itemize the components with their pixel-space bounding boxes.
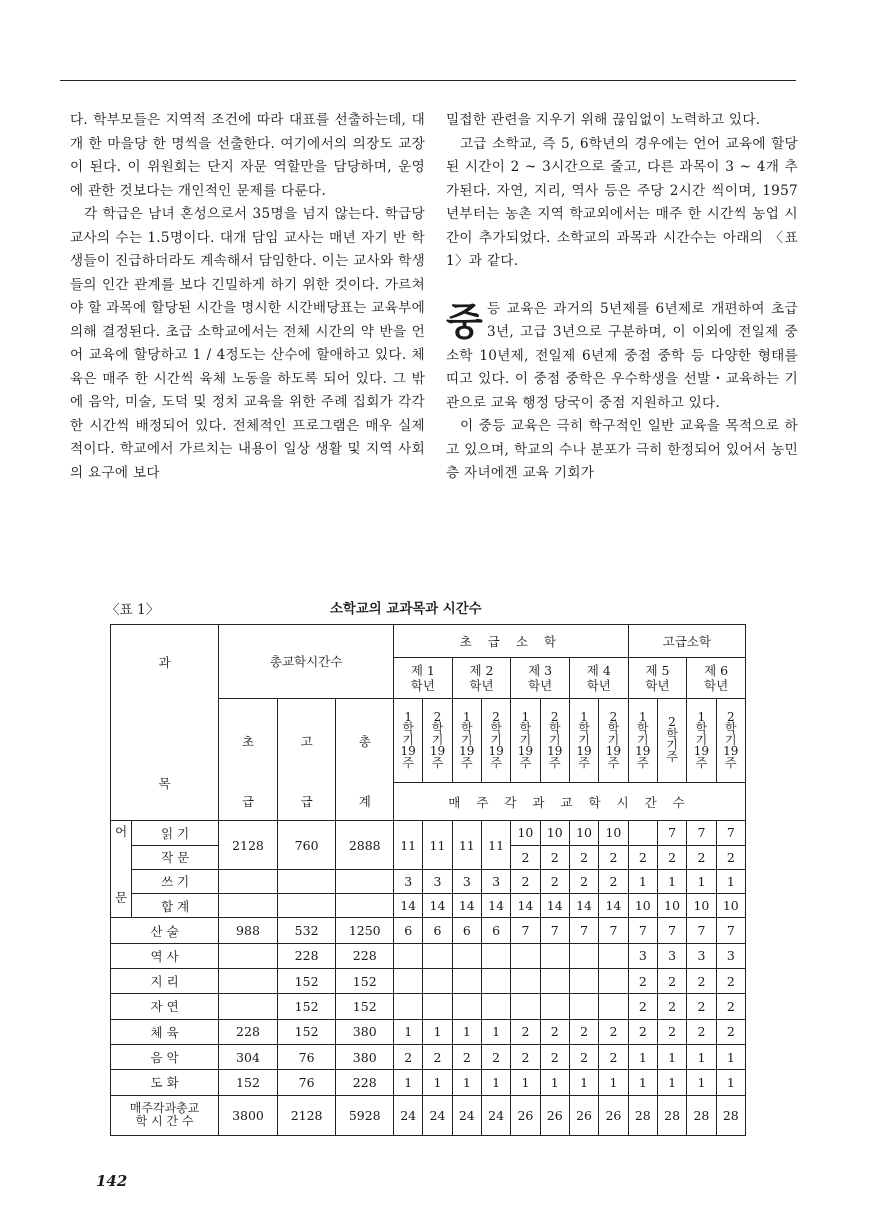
semester-header: 1 학 기 19 주 <box>569 698 598 782</box>
hour-cell: 24 <box>394 1095 423 1135</box>
subject-name: 역 사 <box>111 943 219 968</box>
total-cell: 532 <box>277 918 336 943</box>
total-cell: 228 <box>336 1070 394 1095</box>
hour-cell: 7 <box>716 821 745 845</box>
table-row <box>111 1070 746 1095</box>
hour-cell: 26 <box>569 1095 598 1135</box>
merged-cell: 11 <box>394 821 423 870</box>
hour-cell: 2 <box>657 969 686 994</box>
hour-cell: 1 <box>452 1019 481 1044</box>
total-cell: 1250 <box>336 918 394 943</box>
hour-cell <box>569 943 598 968</box>
hour-cell: 2 <box>716 994 745 1019</box>
hour-cell <box>423 969 452 994</box>
total-cell: 152 <box>336 969 394 994</box>
subject-name: 지 리 <box>111 969 219 994</box>
hour-cell: 7 <box>599 918 628 943</box>
hour-cell: 2 <box>540 1019 569 1044</box>
total-cell: 988 <box>219 918 278 943</box>
subject-name: 산 술 <box>111 918 219 943</box>
hour-cell <box>511 943 540 968</box>
hour-cell: 6 <box>394 918 423 943</box>
hour-cell: 2 <box>481 1044 510 1069</box>
hour-cell: 1 <box>687 1044 716 1069</box>
semester-header: 1 학 기 19 주 <box>452 698 481 782</box>
semester-header: 1 학 기 19 주 <box>628 698 657 782</box>
header-elem-low: 초 급 소 학 <box>394 625 629 658</box>
hour-cell: 2 <box>599 845 628 869</box>
lang-total-cho: 2128 <box>219 821 278 870</box>
table-body-rows <box>111 918 746 1136</box>
hour-cell: 14 <box>423 894 452 918</box>
hour-cell: 24 <box>423 1095 452 1135</box>
table-row <box>111 1044 746 1069</box>
semester-header: 2 학 기 19 주 <box>423 698 452 782</box>
hour-cell: 1 <box>481 1070 510 1095</box>
subject-name: 음 악 <box>111 1044 219 1069</box>
hour-cell <box>599 969 628 994</box>
hour-cell: 10 <box>687 894 716 918</box>
semester-header: 2 학 기 주 <box>657 698 686 782</box>
semester-header: 2 학 기 19 주 <box>481 698 510 782</box>
hour-cell: 1 <box>657 1070 686 1095</box>
hour-cell: 1 <box>628 1044 657 1069</box>
hour-cell: 3 <box>716 943 745 968</box>
hour-cell: 2 <box>628 1019 657 1044</box>
semester-row <box>111 698 746 782</box>
row-lang-sum <box>111 894 746 918</box>
total-cell <box>277 869 336 893</box>
row-read <box>111 821 746 845</box>
total-cell <box>219 943 278 968</box>
total-cell <box>277 894 336 918</box>
lang-total-go: 760 <box>277 821 336 870</box>
grade-header: 제 4 학년 <box>569 658 628 698</box>
total-cell: 76 <box>277 1044 336 1069</box>
header-subject-top: 과 <box>111 625 219 699</box>
total-cell <box>219 969 278 994</box>
hour-cell: 3 <box>657 943 686 968</box>
left-column <box>70 109 425 485</box>
grade-header: 제 5 학년 <box>628 658 687 698</box>
total-cell: 380 <box>336 1019 394 1044</box>
header-gogeup: 고 <box>277 698 336 782</box>
page-number: 142 <box>96 1172 128 1190</box>
hour-cell: 14 <box>452 894 481 918</box>
hour-cell: 6 <box>423 918 452 943</box>
header-chong-b: 계 <box>336 782 394 820</box>
hour-cell: 1 <box>540 1070 569 1095</box>
total-cell: 228 <box>219 1019 278 1044</box>
subject-name: 도 화 <box>111 1070 219 1095</box>
hour-cell: 2 <box>452 1044 481 1069</box>
semester-header: 1 학 기 19 주 <box>687 698 716 782</box>
hour-cell: 14 <box>599 894 628 918</box>
total-cell: 152 <box>277 994 336 1019</box>
left-paragraph-2: 각 학급은 남녀 혼성으로서 35명을 넘지 않는다. 학급당 교사의 수는 1.5명이다. 대개 담임 교사는 매년 자기 반 학생들이 진급하더라도 계속해서 담임한다. 이는 교사와 학생들의 인간 관계를 보다 긴밀하게 하기 위한 것이다. 가르쳐야 할 과목에 할당된 시간을 명시한 시간배당표는 교육부에 의해 결정된다. 초급 소학교에서는 전체 시간의 약 반을 언어 교육에 할당하고 1 / 4정도는 산수에 할애하고 있다. 체육은 매주 한 시간씩 육체 노동을 하도록 되어 있다. 그 밖에 음악, 미술, 도덕 및 정치 교육을 위한 주례 집회가 각각 한 시간씩 배정되어 있다. 전체적인 프로그램은 매우 실제적이다. 학교에서 가르치는 내용이 일상 생활 및 지역 사회의 요구에 보다 <box>70 206 425 481</box>
hour-cell: 2 <box>687 1019 716 1044</box>
table-row <box>111 918 746 943</box>
hour-cell: 3 <box>628 943 657 968</box>
subject-write: 작 문 <box>132 845 219 869</box>
header-chong: 총 <box>336 698 394 782</box>
header-elem-high: 고급소학 <box>628 625 745 658</box>
header-rule <box>60 80 796 81</box>
right-paragraph-2: 고급 소학교, 즉 5, 6학년의 경우에는 언어 교육에 할당된 시간이 2 ~ 3시간으로 줄고, 다른 과목이 3 ~ 4개 추가된다. 자연, 지리, 역사 등은 주당 2시간 씩이며, 1957년부터는 농촌 지역 학교외에서는 매주 한 시간씩 농업 시간이 추가되었다. 소학교의 과목과 시간수는 아래의 〈표 1〉과 같다. <box>446 135 798 269</box>
hour-cell: 1 <box>452 1070 481 1095</box>
subject-name: 자 연 <box>111 994 219 1019</box>
hour-cell: 7 <box>569 918 598 943</box>
right-paragraph-1: 밀접한 관련을 지우기 위해 끊임없이 노력하고 있다. <box>446 112 761 128</box>
header-chogeup-b: 급 <box>219 782 278 820</box>
hour-cell: 2 <box>716 1019 745 1044</box>
hour-cell: 24 <box>481 1095 510 1135</box>
hour-cell: 28 <box>628 1095 657 1135</box>
grade-header: 제 6 학년 <box>687 658 746 698</box>
header-chogeup: 초 <box>219 698 278 782</box>
total-cell: 152 <box>277 1019 336 1044</box>
total-cell: 380 <box>336 1044 394 1069</box>
total-cell: 152 <box>336 994 394 1019</box>
total-cell: 304 <box>219 1044 278 1069</box>
hour-cell: 3 <box>394 869 423 893</box>
hour-cell <box>481 969 510 994</box>
header-total-hours: 총교학시간수 <box>219 625 394 699</box>
hour-cell: 1 <box>687 1070 716 1095</box>
total-cell: 228 <box>336 943 394 968</box>
hour-cell: 2 <box>628 994 657 1019</box>
semester-header: 2 학 기 19 주 <box>540 698 569 782</box>
table-row <box>111 994 746 1019</box>
hour-cell: 2 <box>511 1019 540 1044</box>
hour-cell: 3 <box>687 943 716 968</box>
hour-cell: 7 <box>657 918 686 943</box>
hour-cell: 1 <box>716 869 745 893</box>
hour-cell <box>481 943 510 968</box>
hour-cell: 24 <box>452 1095 481 1135</box>
hour-cell: 1 <box>657 1044 686 1069</box>
hour-cell: 28 <box>657 1095 686 1135</box>
right-paragraph-3-text: 등 교육은 과거의 5년제를 6년제로 개편하여 초급 3년, 고급 3년으로 구분하며, 이 이외에 전일제 중소학 10년제, 전일제 6년제 중점 중학 등 다양한 형태를 띠고 있다. 이 중점 중학은 우수학생을 선발・교육하는 기관으로 교육 행정 당국이 중점 지원하고 있다. <box>446 300 798 411</box>
hour-cell: 2 <box>569 845 598 869</box>
hour-cell: 26 <box>511 1095 540 1135</box>
header-gogeup-b: 급 <box>277 782 336 820</box>
hour-cell: 2 <box>569 1044 598 1069</box>
total-cell <box>336 894 394 918</box>
hour-cell: 10 <box>511 821 540 845</box>
right-column <box>446 109 798 486</box>
table-label: 〈표 1〉 <box>106 602 160 618</box>
hour-cell <box>511 994 540 1019</box>
grade-header: 제 2 학년 <box>452 658 511 698</box>
subject-name: 체 육 <box>111 1019 219 1044</box>
hour-cell: 3 <box>452 869 481 893</box>
hour-cell: 1 <box>657 869 686 893</box>
hour-cell: 10 <box>599 821 628 845</box>
hour-cell: 3 <box>481 869 510 893</box>
right-paragraph-3 <box>446 298 798 416</box>
semester-header: 2 학 기 19 주 <box>716 698 745 782</box>
total-cell: 228 <box>277 943 336 968</box>
hour-cell: 2 <box>569 1019 598 1044</box>
hour-cell: 1 <box>423 1070 452 1095</box>
hour-cell: 10 <box>657 894 686 918</box>
hour-cell: 1 <box>716 1044 745 1069</box>
hour-cell <box>394 943 423 968</box>
hour-cell: 2 <box>599 1044 628 1069</box>
hour-cell: 6 <box>481 918 510 943</box>
hour-cell: 7 <box>716 918 745 943</box>
hour-cell <box>394 969 423 994</box>
hour-cell <box>540 994 569 1019</box>
table-row <box>111 943 746 968</box>
lang-label-top: 어 <box>115 824 128 840</box>
hour-cell: 28 <box>687 1095 716 1135</box>
hour-cell <box>599 943 628 968</box>
hour-cell: 2 <box>511 869 540 893</box>
merged-cell: 11 <box>452 821 481 870</box>
hour-cell: 14 <box>569 894 598 918</box>
lang-label-bottom: 문 <box>115 890 128 906</box>
hour-cell: 10 <box>716 894 745 918</box>
subject-calligraphy: 쓰 기 <box>132 869 219 893</box>
hour-cell: 28 <box>716 1095 745 1135</box>
subject-lang-sum: 합 계 <box>132 894 219 918</box>
hour-cell: 2 <box>599 1019 628 1044</box>
hour-cell: 2 <box>423 1044 452 1069</box>
hour-cell: 10 <box>628 894 657 918</box>
hour-cell: 2 <box>687 845 716 869</box>
total-cell <box>219 894 278 918</box>
hour-cell <box>511 969 540 994</box>
hour-cell: 2 <box>540 869 569 893</box>
left-paragraph-1: 다. 학부모들은 지역적 조건에 따라 대표를 선출하는데, 대개 한 마을당 한 명씩을 선출한다. 여기에서의 의장도 교장이 된다. 이 위원회는 단지 자문 역할만을 담당하며, 운영에 관한 것보다는 개인적인 문제를 다룬다. <box>70 112 425 199</box>
curriculum-table <box>110 624 746 1136</box>
total-cell: 152 <box>219 1070 278 1095</box>
total-row-label: 매주각과총교 학 시 간 수 <box>111 1095 219 1135</box>
hour-cell <box>569 994 598 1019</box>
hour-cell: 2 <box>511 1044 540 1069</box>
semester-header: 1 학 기 19 주 <box>511 698 540 782</box>
total-cell: 5928 <box>336 1095 394 1135</box>
hour-cell: 10 <box>540 821 569 845</box>
total-cell <box>336 869 394 893</box>
table-row-total <box>111 1095 746 1135</box>
hour-cell: 1 <box>569 1070 598 1095</box>
hour-cell: 2 <box>716 969 745 994</box>
hour-cell: 6 <box>452 918 481 943</box>
row-calligraphy <box>111 869 746 893</box>
hour-cell: 1 <box>628 1070 657 1095</box>
hour-cell: 2 <box>628 845 657 869</box>
hour-cell <box>423 943 452 968</box>
hour-cell <box>452 969 481 994</box>
grade-header: 제 1 학년 <box>394 658 453 698</box>
hour-cell: 2 <box>599 869 628 893</box>
total-cell: 3800 <box>219 1095 278 1135</box>
merged-cell: 11 <box>481 821 510 870</box>
table-title: 소학교의 교과목과 시간수 <box>330 602 482 617</box>
hour-cell: 2 <box>540 845 569 869</box>
grade-header: 제 3 학년 <box>511 658 570 698</box>
hour-cell: 14 <box>540 894 569 918</box>
hour-cell: 1 <box>511 1070 540 1095</box>
hour-cell: 2 <box>687 994 716 1019</box>
hour-cell: 1 <box>394 1070 423 1095</box>
hour-cell: 2 <box>628 969 657 994</box>
hour-cell: 7 <box>628 918 657 943</box>
semester-header: 2 학 기 19 주 <box>599 698 628 782</box>
table-row <box>111 969 746 994</box>
table-row <box>111 1019 746 1044</box>
dropcap: 중 <box>446 298 484 344</box>
lang-total-sum: 2888 <box>336 821 394 870</box>
hour-cell: 2 <box>716 845 745 869</box>
hour-cell: 7 <box>687 918 716 943</box>
hour-cell <box>628 821 657 845</box>
hour-cell: 3 <box>423 869 452 893</box>
total-cell: 2128 <box>277 1095 336 1135</box>
hour-cell <box>599 994 628 1019</box>
hour-cell: 14 <box>511 894 540 918</box>
hour-cell <box>423 994 452 1019</box>
hour-cell: 1 <box>394 1019 423 1044</box>
hour-cell: 10 <box>569 821 598 845</box>
hour-cell: 26 <box>599 1095 628 1135</box>
total-cell <box>219 869 278 893</box>
hour-cell <box>452 994 481 1019</box>
hour-cell: 2 <box>569 869 598 893</box>
total-cell: 76 <box>277 1070 336 1095</box>
right-paragraph-4: 이 중등 교육은 극히 학구적인 일반 교육을 목적으로 하고 있으며, 학교의 수나 분포가 극히 한정되어 있어서 농민층 자녀에겐 교육 기회가 <box>446 418 798 481</box>
hour-cell: 1 <box>423 1019 452 1044</box>
lang-label <box>111 821 132 918</box>
hour-cell: 2 <box>657 845 686 869</box>
hour-cell <box>394 994 423 1019</box>
hour-cell: 1 <box>481 1019 510 1044</box>
hour-cell <box>569 969 598 994</box>
hour-cell: 2 <box>394 1044 423 1069</box>
total-cell <box>219 994 278 1019</box>
merged-cell: 11 <box>423 821 452 870</box>
hour-cell: 14 <box>394 894 423 918</box>
hour-cell: 1 <box>716 1070 745 1095</box>
hour-cell: 2 <box>540 1044 569 1069</box>
hour-cell: 1 <box>628 869 657 893</box>
hour-cell: 26 <box>540 1095 569 1135</box>
hour-cell <box>452 943 481 968</box>
hour-cell <box>540 943 569 968</box>
hour-cell: 7 <box>657 821 686 845</box>
hour-cell: 2 <box>511 845 540 869</box>
header-subject-bottom: 목 <box>111 698 219 820</box>
total-cell: 152 <box>277 969 336 994</box>
hour-cell: 7 <box>511 918 540 943</box>
header-weekly-hours: 매 주 각 과 교 학 시 간 수 <box>394 782 746 820</box>
hour-cell <box>481 994 510 1019</box>
hour-cell: 7 <box>687 821 716 845</box>
hour-cell: 2 <box>657 1019 686 1044</box>
hour-cell: 2 <box>657 994 686 1019</box>
hour-cell: 1 <box>687 869 716 893</box>
hour-cell: 14 <box>481 894 510 918</box>
hour-cell: 7 <box>540 918 569 943</box>
subject-read: 읽 기 <box>132 821 219 845</box>
hour-cell <box>540 969 569 994</box>
hour-cell: 1 <box>599 1070 628 1095</box>
hour-cell: 2 <box>687 969 716 994</box>
semester-header: 1 학 기 19 주 <box>394 698 423 782</box>
